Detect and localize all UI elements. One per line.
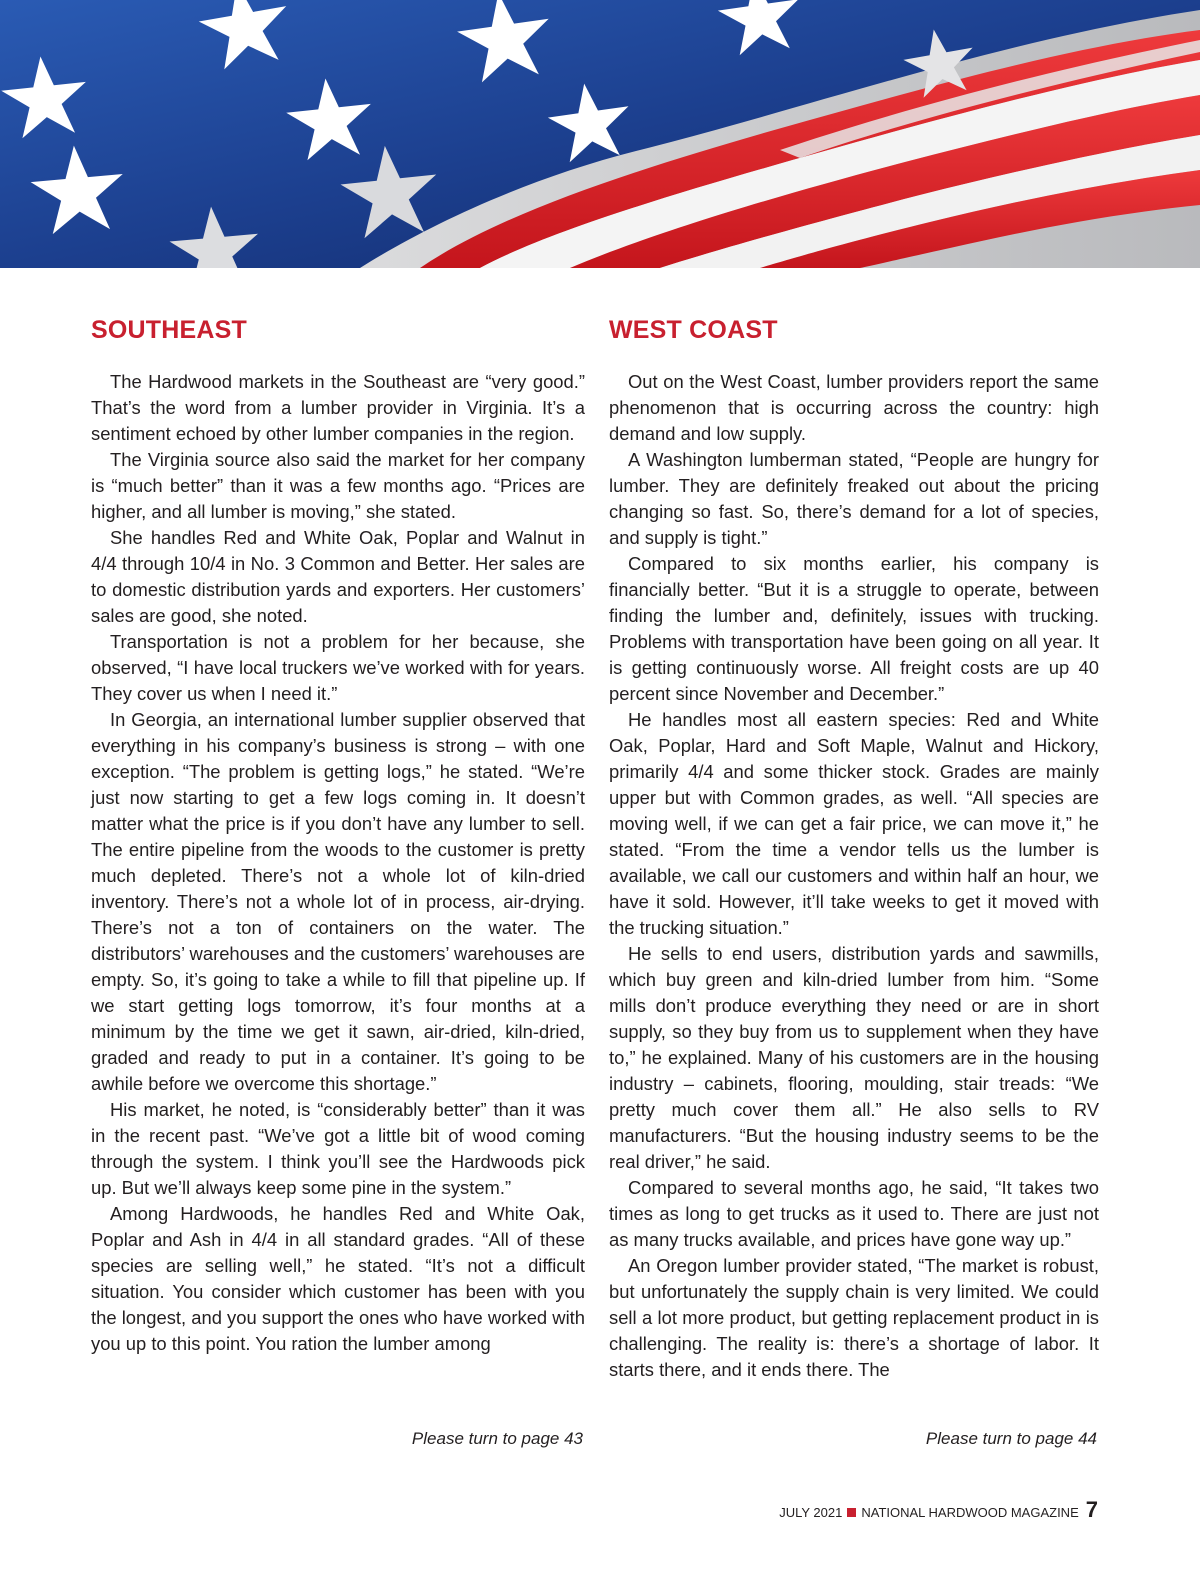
southeast-paragraph: His market, he noted, is “considerably better” than it was in the recent past. “We’ve got a little bit of wood coming through the system. I think you’ll see the Hardwoods pick up. But we’ll always keep some pine in the system.” bbox=[91, 1099, 585, 1198]
west-coast-continued-link[interactable]: Please turn to page 44 bbox=[925, 1429, 1097, 1448]
west-coast-paragraph: Compared to several months ago, he said, “It takes two times as long to get trucks as it used to. There are just not as many trucks available, and prices have gone way up.” bbox=[609, 1177, 1099, 1250]
west-coast-section bbox=[609, 314, 1099, 1383]
west-coast-paragraph: He sells to end users, distribution yards and sawmills, which buy green and kiln-dried lumber from him. “Some mills don’t produce everything they need or are in short supply, so they buy from us to supplement when they have to,” he explained. Many of his customers are in the housing industry – cabinets, flooring, moulding, stair treads: “We pretty much cover them all.” He also sells to RV manufacturers. “But the housing industry seems to be the real driver,” he said. bbox=[609, 943, 1099, 1172]
southeast-paragraph: Transportation is not a problem for her because, she observed, “I have local truckers we’ve worked with for years. They cover us when I need it.” bbox=[91, 631, 585, 704]
footer-publication: NATIONAL HARDWOOD MAGAZINE bbox=[861, 1505, 1079, 1520]
southeast-paragraph: In Georgia, an international lumber supplier observed that everything in his company’s business is strong – with one exception. “The problem is getting logs,” he stated. “We’re just now starting to get a few logs coming in. It doesn’t matter what the price is if you don’t have any lumber to sell. The entire pipeline from the woods to the customer is pretty much depleted. There’s not a whole lot of kiln-dried inventory. There’s not a whole lot of in process, air-drying. There’s not a ton of containers on the water. The distributors’ warehouses and the customers’ warehouses are empty. So, it’s going to take a while to fill that pipeline up. If we start getting logs tomorrow, it’s four months at a minimum by the time we get it sawn, air-dried, kiln-dried, graded and ready to put in a container. It’s going to be awhile before we overcome this shortage.” bbox=[91, 709, 585, 1094]
southeast-continued-link[interactable]: Please turn to page 43 bbox=[411, 1429, 583, 1448]
american-flag-banner bbox=[0, 0, 1200, 268]
west-coast-heading: WEST COAST bbox=[609, 316, 778, 344]
southeast-section bbox=[91, 314, 585, 1357]
west-coast-paragraph: He handles most all eastern species: Red and White Oak, Poplar, Hard and Soft Maple, Walnut and Hickory, primarily 4/4 and some thicker stock. Grades are mainly upper but with Common grades, as well. “All species are moving well, if we can get a fair price, we can move it,” he stated. “From the time a vendor tells us the lumber is available, we call our customers and within half an hour, we have it sold. However, it’ll take weeks to get it moved with the trucking situation.” bbox=[609, 709, 1099, 938]
american-flag-icon bbox=[0, 0, 1200, 268]
red-square-icon bbox=[847, 1508, 856, 1517]
page-number: 7 bbox=[1085, 1497, 1098, 1522]
southeast-paragraph: The Virginia source also said the market for her company is “much better” than it was a few months ago. “Prices are higher, and all lumber is moving,” she stated. bbox=[91, 449, 585, 522]
footer-date: JULY 2021 bbox=[779, 1505, 843, 1520]
west-coast-paragraph: Compared to six months earlier, his company is financially better. “But it is a struggle to operate, between finding the lumber and, definitely, issues with trucking. Problems with transportation have been going on all year. It is getting continuously worse. All freight costs are up 40 percent since November and December.” bbox=[609, 553, 1099, 704]
page-footer bbox=[779, 1497, 1098, 1523]
west-coast-paragraph: A Washington lumberman stated, “People are hungry for lumber. They are definitely freaked out about the pricing changing so fast. So, there’s demand for a lot of species, and supply is tight.” bbox=[609, 449, 1099, 548]
southeast-paragraph: Among Hardwoods, he handles Red and White Oak, Poplar and Ash in 4/4 in all standard grades. “All of these species are selling well,” he stated. “It’s not a difficult situation. You consider which customer has been with you the longest, and you support the ones who have worked with you up to this point. You ration the lumber among bbox=[91, 1203, 585, 1354]
southeast-heading: SOUTHEAST bbox=[91, 316, 247, 344]
west-coast-paragraph: Out on the West Coast, lumber providers report the same phenomenon that is occurring across the country: high demand and low supply. bbox=[609, 371, 1099, 444]
southeast-paragraph: She handles Red and White Oak, Poplar and Walnut in 4/4 through 10/4 in No. 3 Common and Better. Her sales are to domestic distribution yards and exporters. Her customers’ sales are good, she noted. bbox=[91, 527, 585, 626]
west-coast-paragraph: An Oregon lumber provider stated, “The market is robust, but unfortunately the supply chain is very limited. We could sell a lot more product, but getting replacement product in is challenging. The reality is: there’s a shortage of labor. It starts there, and it ends there. The bbox=[609, 1255, 1099, 1380]
southeast-paragraph: The Hardwood markets in the Southeast are “very good.” That’s the word from a lumber provider in Virginia. It’s a sentiment echoed by other lumber companies in the region. bbox=[91, 371, 585, 444]
